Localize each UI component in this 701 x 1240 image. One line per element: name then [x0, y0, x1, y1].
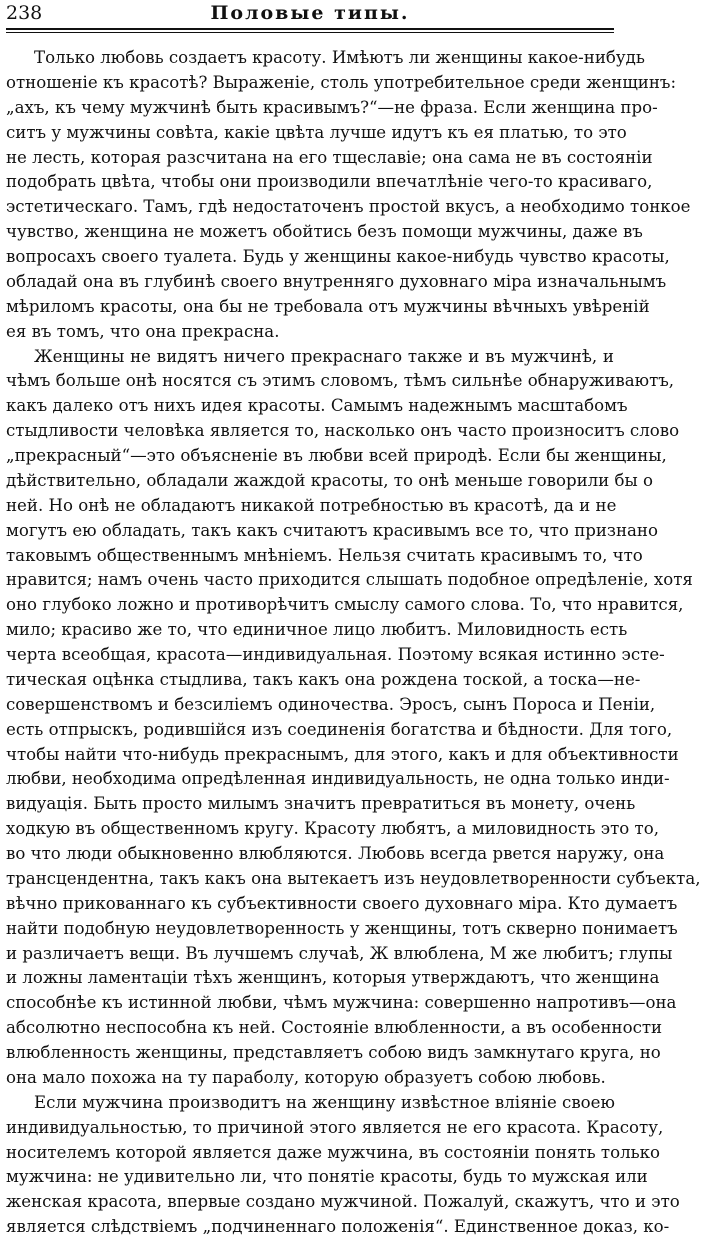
text-line: и ложны ламентаціи тѣхъ женщинъ, которыя утверждаютъ, что женщина	[6, 968, 660, 988]
text-line: совершенствомъ и безсиліемъ одиночества. Эросъ, сынъ Пороса и Пеніи,	[6, 694, 656, 714]
text-line: мѣриломъ красоты, она бы не требовала отъ мужчины вѣчныхъ увѣреній	[6, 296, 650, 316]
text-line: носителемъ которой является даже мужчина, въ состояніи понять только	[6, 1142, 661, 1162]
text-line: „прекрасный“—это объясненіе въ любви всей природѣ. Если бы женщины,	[6, 446, 667, 465]
text-line: ея въ томъ, что она прекрасна.	[6, 321, 280, 341]
header-rule	[6, 28, 614, 30]
text-line: вопросахъ своего туалета. Будь у женщины какое-нибудь чувство красоты,	[6, 247, 670, 266]
text-line: Женщины не видятъ ничего прекраснаго также и въ мужчинѣ, и	[34, 346, 614, 366]
text-line: абсолютно неспособна къ ней. Состояніе влюбленности, а въ особенности	[6, 1018, 663, 1038]
text-line: нравится; намъ очень часто приходится слышать подобное опредѣленіе, хотя	[6, 570, 693, 590]
text-line: ходкую въ общественномъ кругу. Красоту любятъ, а миловидность это то,	[6, 819, 659, 839]
text-line: стыдливости человѣка является то, насколько онъ часто произноситъ слово	[6, 421, 680, 441]
header-rule-thin	[6, 32, 614, 33]
text-line: видуація. Быть просто милымъ значитъ превратиться въ монету, очень	[6, 794, 636, 814]
text-line: влюбленность женщины, представляетъ собою видъ замкнутаго круга, но	[6, 1043, 661, 1062]
text-line: вѣчно прикованнаго къ субъективности своего духовнаго міра. Кто думаетъ	[6, 893, 678, 913]
text-line: мило; красиво же то, что единичное лицо любитъ. Миловидность есть	[6, 620, 628, 640]
text-line: женская красота, впервые создано мужчиной. Пожалуй, скажутъ, что и это	[6, 1192, 680, 1212]
page-body	[6, 46, 701, 1240]
page-header	[6, 0, 614, 26]
text-line: какъ далеко отъ нихъ идея красоты. Самымъ надежнымъ масштабомъ	[6, 396, 628, 416]
text-line: дѣйствительно, обладали жаждой красоты, то онѣ меньше говорили бы о	[6, 470, 653, 490]
text-line: эстетическаго. Тамъ, гдѣ недостаточенъ простой вкусъ, а необходимо тонкое	[6, 197, 691, 217]
text-line: любви, необходима опредѣленная индивидуальность, не одна только инди-	[6, 769, 670, 789]
text-line: найти подобную неудовлетворенность у женщины, тотъ скверно понимаетъ	[6, 918, 678, 938]
text-line: чѣмъ больше онѣ носятся съ этимъ словомъ, тѣмъ сильнѣе обнаруживаютъ,	[6, 371, 675, 391]
text-line: не лесть, которая разсчитана на его тщеславіе; она сама не въ состояніи	[6, 147, 653, 167]
text-line: чувство, женщина не можетъ обойтись безъ помощи мужчины, даже въ	[6, 222, 643, 242]
text-line: таковымъ общественнымъ мнѣніемъ. Нельзя считать красивымъ то, что	[6, 545, 643, 565]
text-line: могутъ ею обладать, такъ какъ считаютъ красивымъ все то, что признано	[6, 520, 658, 540]
text-line: отношеніе къ красотѣ? Выраженіе, столь употребительное среди женщинъ:	[6, 72, 677, 92]
text-line: индивидуальностью, то причиной этого является не его красота. Красоту,	[6, 1117, 664, 1137]
text-line: мужчина: не удивительно ли, что понятіе красоты, будь то мужская или	[6, 1167, 648, 1187]
running-title: Половые типы.	[210, 2, 410, 24]
text-line: ней. Но онѣ не обладаютъ никакой потребностью въ красотѣ, да и не	[6, 495, 617, 515]
text-line: обладай она въ глубинѣ своего внутренняго духовнаго міра изначальнымъ	[6, 271, 667, 291]
text-line: ситъ у мужчины совѣта, какіе цвѣта лучше идутъ къ ея платью, то это	[6, 122, 627, 142]
text-line: во что люди обыкновенно влюбляются. Любовь всегда рвется наружу, она	[6, 844, 665, 863]
text-line: является слѣдствіемъ „подчиненнаго положенія“. Единственное доказ, ко-	[6, 1217, 670, 1237]
text-line: „ахъ, къ чему мужчинѣ быть красивымъ?“—не фраза. Если женщина про-	[6, 97, 658, 117]
text-line: оно глубоко ложно и противорѣчитъ смыслу самого слова. То, что нравится,	[6, 595, 684, 615]
text-line: трансцендентна, такъ какъ она вытекаетъ изъ неудовлетворенности субъекта,	[6, 868, 701, 888]
text-line: она мало похожа на ту параболу, которую образуетъ собою любовь.	[6, 1067, 606, 1087]
text-line: черта всеобщая, красота—индивидуальная. Поэтому всякая истинно эсте-	[6, 645, 665, 664]
text-line: есть отпрыскъ, родившійся изъ соединенія богатства и бѣдности. Для того,	[6, 719, 673, 739]
page-number: 238	[6, 2, 43, 24]
text-line: Если мужчина производитъ на женщину извѣстное вліяніе своею	[34, 1092, 615, 1112]
text-line: тическая оцѣнка стыдлива, такъ какъ она рождена тоской, а тоска—не-	[6, 669, 641, 689]
text-line: Только любовь создаетъ красоту. Имѣютъ ли женщины какое-нибудь	[34, 48, 645, 67]
text-line: и различаетъ вещи. Въ лучшемъ случаѣ, Ж влюблена, М же любитъ; глупы	[6, 943, 673, 963]
text-line: подобрать цвѣта, чтобы они производили впечатлѣніе чего-то красиваго,	[6, 172, 653, 192]
text-line: чтобы найти что-нибудь прекраснымъ, для этого, какъ и для объективности	[6, 744, 679, 764]
text-line: способнѣе къ истинной любви, чѣмъ мужчина: совершенно напротивъ—она	[6, 993, 677, 1013]
